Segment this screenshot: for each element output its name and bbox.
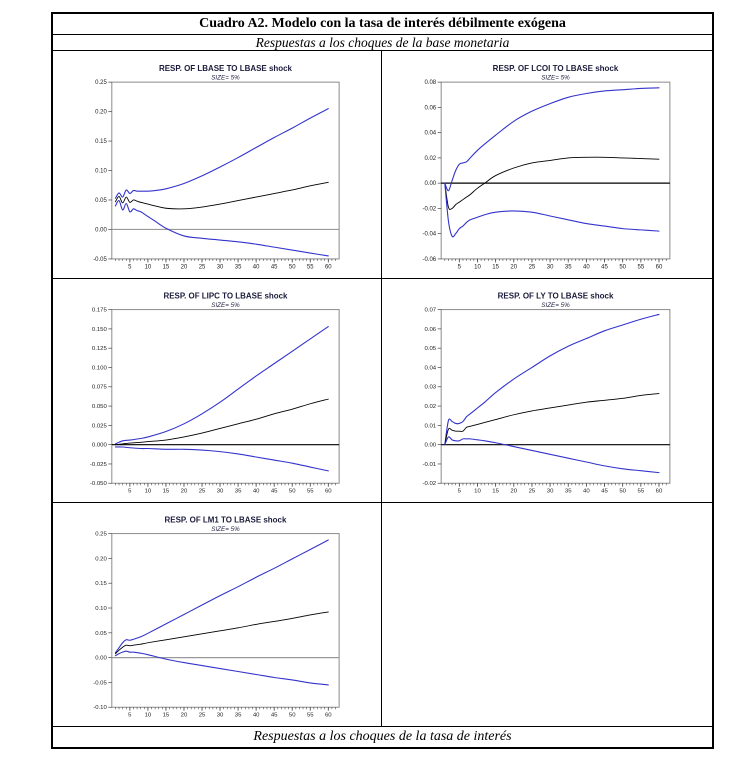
series-lower-band-path bbox=[445, 437, 659, 473]
x-tick-label: 20 bbox=[510, 264, 518, 271]
y-tick-label: 0.000 bbox=[91, 442, 107, 449]
x-tick-label: 35 bbox=[234, 488, 242, 495]
x-tick-label: 35 bbox=[234, 264, 242, 271]
y-tick-label: 0.04 bbox=[424, 130, 437, 137]
x-tick-label: 35 bbox=[564, 264, 572, 271]
y-tick-label: 0.10 bbox=[95, 606, 107, 612]
series-response-path bbox=[115, 182, 328, 209]
y-tick-label: 0.06 bbox=[424, 105, 437, 112]
y-tick-label: -0.025 bbox=[89, 461, 107, 468]
series-upper-band-path bbox=[115, 540, 328, 653]
x-tick-label: 50 bbox=[288, 488, 296, 495]
x-tick-label: 55 bbox=[306, 488, 314, 495]
y-tick-label: 0.025 bbox=[91, 423, 107, 430]
x-tick-label: 35 bbox=[234, 712, 242, 719]
y-tick-label: 0.00 bbox=[424, 181, 437, 188]
x-tick-label: 20 bbox=[180, 264, 188, 271]
chart-size-label: SIZE= 5% bbox=[541, 74, 570, 82]
chart-cell-ly bbox=[382, 279, 712, 503]
x-tick-label: 25 bbox=[528, 264, 536, 271]
chart-size-label: SIZE= 5% bbox=[211, 526, 240, 534]
chart-cell-lm1 bbox=[53, 503, 382, 726]
x-tick-label: 10 bbox=[474, 264, 481, 271]
y-tick-label: 0.15 bbox=[95, 139, 107, 146]
chart-resp-ly-to-lbase bbox=[382, 279, 712, 502]
chart-resp-lbase-to-lbase bbox=[53, 51, 381, 278]
series-lower-band-path bbox=[115, 201, 328, 256]
chart-cell-lipc bbox=[53, 279, 382, 503]
y-tick-label: -0.050 bbox=[89, 481, 107, 488]
y-tick-label: 0.10 bbox=[95, 168, 107, 175]
chart-resp-lipc-to-lbase bbox=[53, 279, 381, 502]
x-tick-label: 5 bbox=[128, 264, 132, 271]
x-tick-label: 25 bbox=[198, 712, 206, 719]
x-tick-label: 45 bbox=[601, 264, 608, 271]
series-lower-band-path bbox=[115, 447, 328, 471]
y-tick-label: 0.00 bbox=[95, 227, 107, 234]
y-tick-label: -0.05 bbox=[93, 256, 107, 263]
series-response-path bbox=[445, 394, 659, 445]
x-tick-label: 40 bbox=[252, 488, 260, 495]
y-tick-label: 0.07 bbox=[424, 307, 437, 314]
series-upper-band-path bbox=[445, 88, 659, 191]
y-tick-label: -0.02 bbox=[422, 206, 437, 213]
x-tick-label: 55 bbox=[306, 264, 314, 271]
table-title bbox=[53, 14, 712, 35]
x-tick-label: 10 bbox=[144, 712, 152, 719]
y-tick-label: 0.02 bbox=[424, 155, 437, 162]
series-lower-band-path bbox=[115, 651, 328, 685]
x-tick-label: 15 bbox=[162, 712, 170, 719]
x-tick-label: 20 bbox=[180, 488, 188, 495]
y-tick-label: 0.125 bbox=[91, 346, 107, 353]
y-tick-label: 0.20 bbox=[95, 556, 107, 563]
x-tick-label: 45 bbox=[270, 488, 278, 495]
series-response-path bbox=[115, 612, 328, 654]
panel-bottom-caption bbox=[53, 726, 712, 747]
panel-top-caption bbox=[53, 35, 712, 51]
y-tick-label: 0.175 bbox=[91, 307, 107, 314]
x-tick-label: 15 bbox=[162, 264, 170, 271]
x-tick-label: 25 bbox=[198, 264, 206, 271]
x-tick-label: 5 bbox=[457, 488, 461, 495]
x-tick-label: 35 bbox=[564, 488, 572, 495]
x-tick-label: 50 bbox=[619, 488, 627, 495]
x-tick-label: 5 bbox=[128, 488, 132, 495]
chart-resp-lcoi-to-lbase bbox=[382, 51, 712, 278]
y-tick-label: 0.05 bbox=[95, 630, 107, 637]
y-tick-label: 0.050 bbox=[91, 404, 107, 411]
chart-title: RESP. OF LBASE TO LBASE shock bbox=[158, 64, 292, 74]
y-tick-label: -0.05 bbox=[93, 680, 107, 687]
y-tick-label: 0.100 bbox=[91, 365, 107, 372]
chart-resp-lm1-to-lbase bbox=[53, 503, 381, 726]
x-tick-label: 20 bbox=[510, 488, 518, 495]
y-tick-label: -0.04 bbox=[422, 231, 437, 238]
series-response-path bbox=[115, 399, 328, 445]
x-tick-label: 20 bbox=[180, 712, 188, 719]
x-tick-label: 50 bbox=[288, 264, 296, 271]
x-tick-label: 15 bbox=[492, 264, 499, 271]
series-upper-band-path bbox=[115, 327, 328, 444]
empty-cell bbox=[382, 503, 712, 726]
panel-top-caption-text: Respuestas a los choques de la base monetaria bbox=[255, 35, 510, 50]
x-tick-label: 60 bbox=[324, 264, 332, 271]
y-tick-label: 0.25 bbox=[95, 531, 107, 538]
x-tick-label: 50 bbox=[288, 712, 296, 719]
y-tick-label: 0.15 bbox=[95, 581, 107, 588]
x-tick-label: 60 bbox=[324, 712, 332, 719]
y-tick-label: 0.04 bbox=[424, 365, 437, 372]
x-tick-label: 30 bbox=[216, 488, 224, 495]
y-tick-label: 0.03 bbox=[424, 384, 437, 391]
x-tick-label: 25 bbox=[528, 488, 536, 495]
panel-bottom-caption-text: Respuestas a los choques de la tasa de interés bbox=[253, 729, 512, 744]
chart-size-label: SIZE= 5% bbox=[541, 302, 570, 310]
series-lower-band-path bbox=[445, 183, 659, 237]
x-tick-label: 40 bbox=[583, 264, 590, 271]
table-title-text: Cuadro A2. Modelo con la tasa de interés débilmente exógena bbox=[199, 16, 566, 31]
y-tick-label: 0.02 bbox=[424, 404, 437, 411]
x-tick-label: 30 bbox=[546, 264, 554, 271]
y-tick-label: 0.25 bbox=[95, 80, 107, 87]
x-tick-label: 45 bbox=[270, 712, 278, 719]
x-tick-label: 10 bbox=[474, 488, 481, 495]
figure-table bbox=[51, 12, 714, 749]
x-tick-label: 10 bbox=[144, 488, 152, 495]
y-tick-label: 0.05 bbox=[424, 346, 437, 353]
y-tick-label: 0.150 bbox=[91, 326, 107, 333]
y-tick-label: 0.05 bbox=[95, 197, 107, 205]
x-tick-label: 60 bbox=[324, 488, 332, 495]
x-tick-label: 60 bbox=[655, 488, 663, 495]
plot-frame bbox=[112, 82, 339, 259]
x-tick-label: 30 bbox=[216, 264, 224, 271]
y-tick-label: 0.20 bbox=[95, 109, 107, 116]
x-tick-label: 55 bbox=[637, 264, 645, 271]
series-upper-band-path bbox=[445, 314, 659, 444]
x-tick-label: 50 bbox=[619, 264, 627, 271]
x-tick-label: 5 bbox=[128, 712, 132, 719]
x-tick-label: 40 bbox=[252, 712, 260, 719]
x-tick-label: 25 bbox=[198, 488, 206, 495]
x-tick-label: 30 bbox=[546, 488, 554, 495]
y-tick-label: 0.01 bbox=[424, 423, 437, 430]
y-tick-label: -0.01 bbox=[422, 461, 437, 468]
chart-cell-lbase bbox=[53, 51, 382, 279]
x-tick-label: 55 bbox=[306, 712, 314, 719]
charts-grid bbox=[53, 51, 712, 726]
x-tick-label: 5 bbox=[457, 264, 462, 271]
y-tick-label: -0.06 bbox=[422, 256, 437, 263]
x-tick-label: 15 bbox=[492, 488, 499, 495]
chart-cell-lcoi bbox=[382, 51, 712, 279]
y-tick-label: 0.08 bbox=[424, 80, 437, 87]
plot-frame bbox=[441, 82, 670, 259]
y-tick-label: 0.075 bbox=[91, 384, 107, 391]
series-upper-band-path bbox=[115, 109, 328, 199]
plot-frame bbox=[112, 310, 339, 484]
x-tick-label: 45 bbox=[601, 488, 608, 495]
x-tick-label: 15 bbox=[162, 488, 170, 495]
x-tick-label: 60 bbox=[655, 264, 663, 271]
chart-title: RESP. OF LCOI TO LBASE shock bbox=[492, 64, 619, 74]
x-tick-label: 40 bbox=[583, 488, 590, 495]
plot-frame bbox=[112, 534, 339, 708]
y-tick-label: 0.00 bbox=[95, 655, 107, 662]
y-tick-label: -0.10 bbox=[93, 705, 107, 712]
chart-title: RESP. OF LIPC TO LBASE shock bbox=[163, 291, 288, 301]
x-tick-label: 55 bbox=[637, 488, 645, 495]
chart-size-label: SIZE= 5% bbox=[211, 74, 240, 82]
x-tick-label: 10 bbox=[144, 264, 152, 271]
x-tick-label: 40 bbox=[252, 264, 260, 271]
chart-title: RESP. OF LM1 TO LBASE shock bbox=[164, 515, 287, 525]
y-tick-label: 0.06 bbox=[424, 326, 437, 333]
x-tick-label: 30 bbox=[216, 712, 224, 719]
chart-size-label: SIZE= 5% bbox=[211, 302, 240, 310]
x-tick-label: 45 bbox=[270, 264, 278, 271]
chart-title: RESP. OF LY TO LBASE shock bbox=[497, 291, 614, 301]
y-tick-label: -0.02 bbox=[422, 481, 437, 488]
y-tick-label: 0.00 bbox=[424, 442, 437, 449]
